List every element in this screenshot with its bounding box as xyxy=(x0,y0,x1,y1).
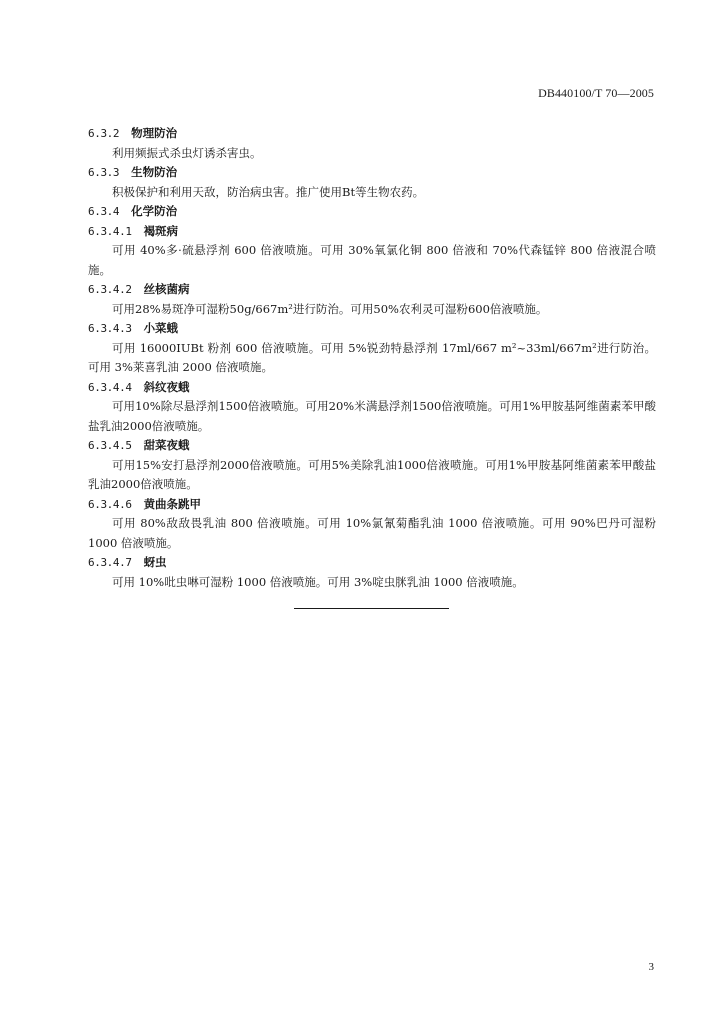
clause-title: 物理防治 xyxy=(131,126,178,140)
clause-heading xyxy=(88,163,656,183)
document-body xyxy=(88,124,656,592)
clause-title: 化学防治 xyxy=(131,204,178,218)
clause-heading xyxy=(88,319,656,339)
clause-number: 6.3.4.1 xyxy=(88,224,132,238)
clause-number: 6.3.2 xyxy=(88,127,120,140)
clause-title: 褐斑病 xyxy=(143,223,179,238)
clause-heading xyxy=(88,202,656,222)
clause-title: 小菜蛾 xyxy=(143,321,179,335)
clause-number: 6.3.4.2 xyxy=(88,283,132,296)
clause-heading xyxy=(88,553,656,573)
clause-title: 甜菜夜蛾 xyxy=(143,438,190,452)
clause-number: 6.3.4.4 xyxy=(88,380,132,394)
clause-paragraph: 可用 40%多·硫悬浮剂 600 倍液喷施。可用 30%氧氯化铜 800 倍液和 70%代森锰锌 800 倍液混合喷施。 xyxy=(88,243,656,277)
clause-paragraph: 可用 10%吡虫啉可湿粉 1000 倍液喷施。可用 3%啶虫脒乳油 1000 倍液喷施。 xyxy=(112,574,524,589)
clause-paragraph: 可用 16000IUBt 粉剂 600 倍液喷施。可用 5%锐劲特悬浮剂 17ml/667 m²~33ml/667m²进行防治。可用 3%莱喜乳油 2000 倍液喷施。 xyxy=(88,340,656,374)
clause-number: 6.3.4.5 xyxy=(88,439,132,452)
document-header-id: DB440100/T 70—2005 xyxy=(538,86,654,100)
clause-number: 6.3.3 xyxy=(88,166,120,179)
clause-heading xyxy=(88,222,656,242)
clause-paragraph: 可用10%除尽悬浮剂1500倍液喷施。可用20%米满悬浮剂1500倍液喷施。可用1%甲胺基阿维菌素苯甲酸盐乳油2000倍液喷施。 xyxy=(88,399,656,433)
page-number: 3 xyxy=(648,961,654,973)
clause-title: 生物防治 xyxy=(131,165,178,179)
clause-number: 6.3.4.7 xyxy=(88,556,132,569)
end-of-text-rule xyxy=(294,608,449,609)
clause-paragraph: 利用频振式杀虫灯诱杀害虫。 xyxy=(112,145,262,160)
clause-title: 丝核菌病 xyxy=(143,282,190,296)
clause-number: 6.3.4.3 xyxy=(88,322,132,335)
clause-number: 6.3.4.6 xyxy=(88,497,132,511)
clause-title: 斜纹夜蛾 xyxy=(143,379,190,394)
clause-paragraph: 可用28%易斑净可湿粉50g/667m²进行防治。可用50%农利灵可湿粉600倍液喷施。 xyxy=(112,301,548,316)
clause-title: 黄曲条跳甲 xyxy=(143,496,202,511)
clause-paragraph: 可用 80%敌敌畏乳油 800 倍液喷施。可用 10%氯氰菊酯乳油 1000 倍液喷施。可用 90%巴丹可湿粉 1000 倍液喷施。 xyxy=(88,516,656,550)
clause-heading xyxy=(88,124,656,144)
clause-title: 蚜虫 xyxy=(143,555,167,569)
clause-heading xyxy=(88,436,656,456)
clause-paragraph: 积极保护和利用天敌，防治病虫害。推广使用Bt等生物农药。 xyxy=(112,184,425,199)
clause-paragraph: 可用15%安打悬浮剂2000倍液喷施。可用5%美除乳油1000倍液喷施。可用1%甲胺基阿维菌素苯甲酸盐乳油2000倍液喷施。 xyxy=(88,457,656,491)
clause-number: 6.3.4 xyxy=(88,205,120,218)
clause-heading xyxy=(88,378,656,398)
clause-heading xyxy=(88,495,656,515)
clause-heading xyxy=(88,280,656,300)
